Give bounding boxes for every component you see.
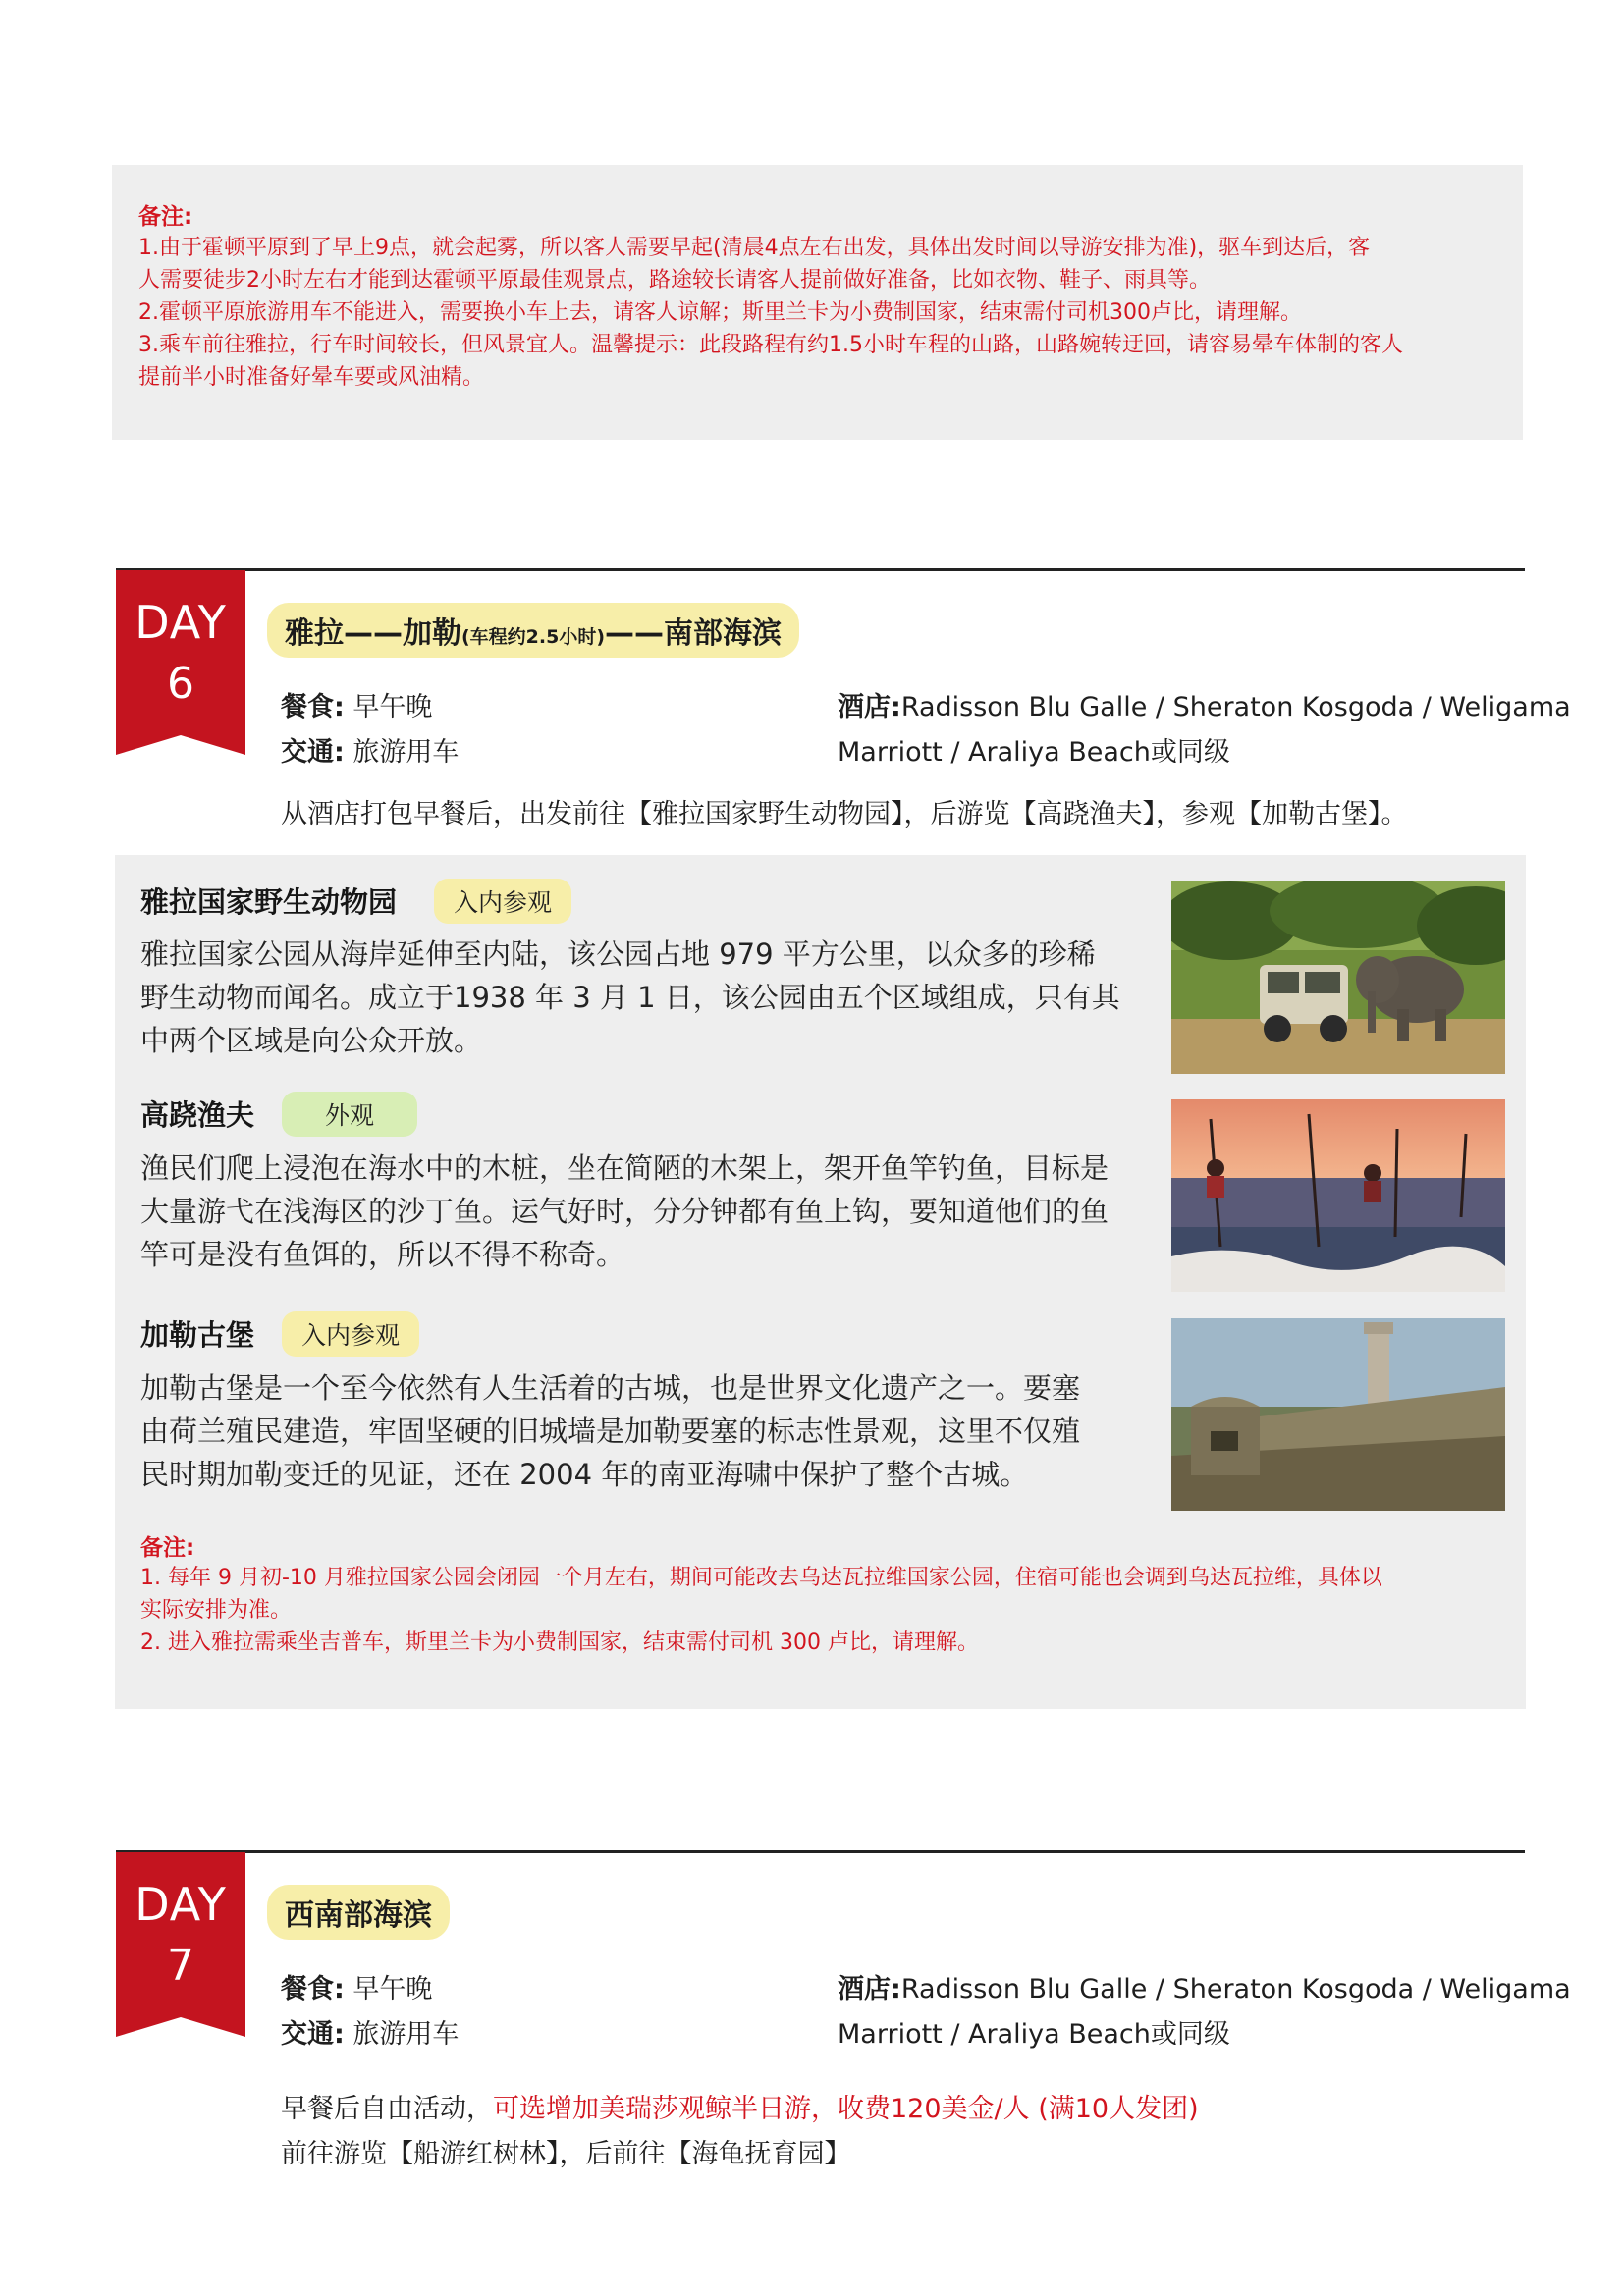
day7-meal-label: 餐食: bbox=[281, 1974, 345, 2004]
day7-transport bbox=[281, 2012, 459, 2051]
day6-note-title: 备注: bbox=[140, 1535, 195, 1561]
top-note-line-5: 提前半小时准备好晕车要或风油精。 bbox=[138, 365, 485, 390]
day7-activity-line-1 bbox=[281, 2087, 1199, 2125]
galle-fort-tag: 入内参观 bbox=[282, 1311, 419, 1357]
top-note-box bbox=[112, 165, 1523, 440]
yala-jeep-elephant-photo bbox=[1171, 881, 1505, 1074]
day6-title bbox=[267, 603, 799, 658]
day7-hotel-line2: Marriott / Araliya Beach或同级 bbox=[838, 2019, 1230, 2050]
galle-fort-line-1: 加勒古堡是一个至今依然有人生活着的古城，也是世界文化遗产之一。要塞 bbox=[140, 1371, 1081, 1405]
yala-park-line-1: 雅拉国家公园从海岸延伸至内陆，该公园占地 979 平方公里，以众多的珍稀 bbox=[140, 937, 1096, 971]
top-note-line-1: 1.由于霍顿平原到了早上9点，就会起雾，所以客人需要早起(清晨4点左右出发，具体出发时间以导游安排为准)，驱车到达后，客 bbox=[138, 236, 1371, 260]
day7-transport-value: 旅游用车 bbox=[352, 2019, 460, 2050]
galle-fort-line-2: 由荷兰殖民建造，牢固坚硬的旧城墙是加勒要塞的标志性景观，这里不仅殖 bbox=[140, 1415, 1081, 1448]
day6-summary: 从酒店打包早餐后，出发前往【雅拉国家野生动物园】，后游览【高跷渔夫】，参观【加勒古堡】。 bbox=[281, 799, 1408, 829]
day6-ribbon-tip bbox=[116, 735, 245, 755]
yala-park-line-2: 野生动物而闻名。成立于1938 年 3 月 1 日，该公园由五个区域组成，只有其 bbox=[140, 981, 1120, 1014]
top-note-title: 备注: bbox=[138, 204, 193, 230]
day6-meal-label: 餐食: bbox=[281, 692, 345, 722]
day7-activity-free: 早餐后自由活动， bbox=[281, 2094, 493, 2124]
day6-note-line-3: 2. 进入雅拉需乘坐吉普车，斯里兰卡为小费制国家，结束需付司机 300 卢比，请理解。 bbox=[140, 1630, 979, 1655]
day7-day-number: 7 bbox=[167, 1941, 194, 1991]
day6-hotel-line2: Marriott / Araliya Beach或同级 bbox=[838, 737, 1230, 768]
day6-day-word: DAY bbox=[135, 596, 227, 649]
day7-ribbon bbox=[116, 1852, 245, 2037]
galle-fort-title: 加勒古堡 bbox=[140, 1318, 255, 1352]
day6-transport-label: 交通: bbox=[281, 737, 345, 768]
yala-park-line-3: 中两个区域是向公众开放。 bbox=[140, 1024, 483, 1057]
day6-attractions-panel bbox=[115, 855, 1526, 1709]
day6-meal-value: 早午晚 bbox=[352, 692, 433, 722]
day7-divider bbox=[116, 1850, 1525, 1853]
stilt-fishermen-line-3: 竿可是没有鱼饵的，所以不得不称奇。 bbox=[140, 1238, 625, 1271]
top-note-line-4: 3.乘车前往雅拉，行车时间较长，但风景宜人。温馨提示：此段路程有约1.5小时车程的山路，山路婉转迂回，请容易晕车体制的客人 bbox=[138, 333, 1403, 357]
stilt-fishermen-line-1: 渔民们爬上浸泡在海水中的木桩，坐在简陋的木架上，架开鱼竿钓鱼，目标是 bbox=[140, 1151, 1110, 1185]
day7-optional-whale-watching: 可选增加美瑞莎观鲸半日游，收费120美金/人 (满10人发团) bbox=[493, 2094, 1199, 2124]
yala-park-tag: 入内参观 bbox=[434, 879, 571, 924]
day6-note-line-1: 1. 每年 9 月初-10 月雅拉国家公园会闭园一个月左右，期间可能改去乌达瓦拉维国家公园，住宿可能也会调到乌达瓦拉维，具体以 bbox=[140, 1566, 1382, 1590]
day7-ribbon-tip bbox=[116, 2017, 245, 2037]
stilt-fishermen-photo bbox=[1171, 1099, 1505, 1292]
day6-transport bbox=[281, 730, 459, 769]
day7-title: 西南部海滨 bbox=[267, 1885, 450, 1940]
day7-hotel-line1: Radisson Blu Galle / Sheraton Kosgoda / Weligama bbox=[900, 1974, 1571, 2004]
top-note-line-2: 人需要徒步2小时左右才能到达霍顿平原最佳观景点，路途较长请客人提前做好准备，比如衣物、鞋子、雨具等。 bbox=[138, 268, 1212, 293]
galle-fort-line-3: 民时期加勒变迁的见证，还在 2004 年的南亚海啸中保护了整个古城。 bbox=[140, 1458, 1029, 1491]
stilt-fishermen-line-2: 大量游弋在浅海区的沙丁鱼。运气好时，分分钟都有鱼上钩，要知道他们的鱼 bbox=[140, 1195, 1110, 1228]
day6-title-part-a: 雅拉——加勒 bbox=[285, 616, 461, 651]
day6-ribbon bbox=[116, 570, 245, 755]
day7-meal bbox=[281, 1967, 432, 2005]
top-note-line-3: 2.霍顿平原旅游用车不能进入，需要换小车上去，请客人谅解；斯里兰卡为小费制国家，结束需付司机300卢比，请理解。 bbox=[138, 300, 1302, 325]
day7-transport-label: 交通: bbox=[281, 2019, 345, 2050]
day6-note-line-2: 实际安排为准。 bbox=[140, 1598, 293, 1623]
day6-hotel-line1: Radisson Blu Galle / Sheraton Kosgoda / Weligama bbox=[900, 692, 1571, 722]
day7-activity-line-2: 前往游览【船游红树林】，后前往【海龟抚育园】 bbox=[281, 2139, 851, 2169]
day7-hotel-label: 酒店: bbox=[838, 1974, 901, 2004]
stilt-fishermen-title: 高跷渔夫 bbox=[140, 1098, 255, 1132]
galle-fort-photo bbox=[1171, 1318, 1505, 1511]
day6-day-number: 6 bbox=[167, 659, 194, 709]
day6-meal bbox=[281, 685, 432, 723]
yala-park-title: 雅拉国家野生动物园 bbox=[140, 885, 398, 919]
day6-title-drive-time: (车程约2.5小时) bbox=[461, 626, 606, 648]
day6-hotel-label: 酒店: bbox=[838, 692, 901, 722]
day6-divider bbox=[116, 568, 1525, 571]
day7-meal-value: 早午晚 bbox=[352, 1974, 433, 2004]
stilt-fishermen-tag: 外观 bbox=[282, 1092, 417, 1137]
day7-day-word: DAY bbox=[135, 1878, 227, 1931]
day6-title-part-b: ——南部海滨 bbox=[605, 616, 783, 651]
day6-transport-value: 旅游用车 bbox=[352, 737, 460, 768]
day6-hotel bbox=[838, 685, 1571, 723]
day7-hotel bbox=[838, 1967, 1571, 2005]
